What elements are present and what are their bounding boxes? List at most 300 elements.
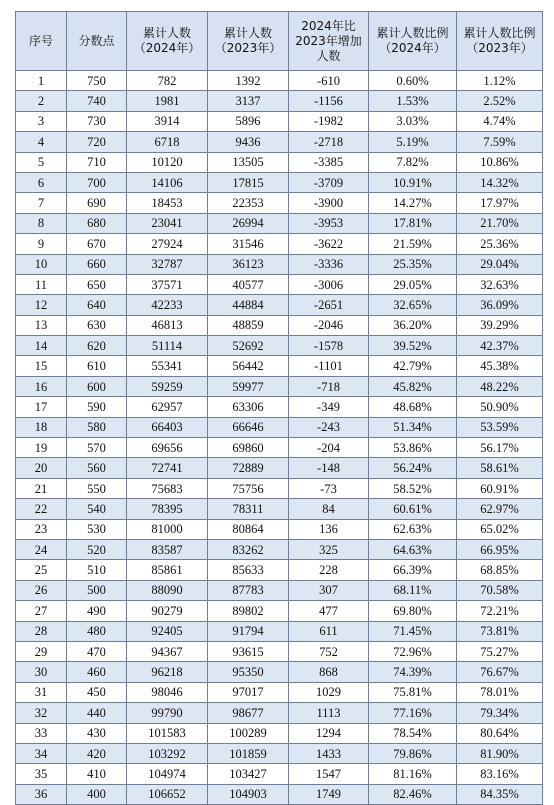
cell-score: 750 [67, 71, 127, 91]
table-row [16, 539, 543, 559]
cell-cum-2024: 72741 [127, 458, 208, 478]
cell-score: 590 [67, 397, 127, 417]
cell-ratio-2023: 62.97% [457, 499, 543, 519]
cell-ratio-2024: 72.96% [369, 641, 457, 661]
table-row [16, 560, 543, 580]
cell-ratio-2024: 53.86% [369, 438, 457, 458]
table-row [16, 336, 543, 356]
cell-cum-2023: 26994 [208, 213, 289, 233]
cell-index: 2 [16, 91, 67, 111]
table-row [16, 315, 543, 335]
cell-index: 1 [16, 71, 67, 91]
cell-diff: -3953 [289, 213, 369, 233]
cell-index: 7 [16, 193, 67, 213]
cell-score: 510 [67, 560, 127, 580]
cell-diff: -1578 [289, 336, 369, 356]
cell-diff: -148 [289, 458, 369, 478]
cell-cum-2024: 94367 [127, 641, 208, 661]
cell-index: 6 [16, 172, 67, 192]
table-row [16, 234, 543, 254]
cell-ratio-2024: 29.05% [369, 274, 457, 294]
cell-diff: -718 [289, 376, 369, 396]
score-table-container [15, 11, 542, 805]
cell-ratio-2023: 32.63% [457, 274, 543, 294]
cell-cum-2023: 83262 [208, 539, 289, 559]
cell-ratio-2024: 14.27% [369, 193, 457, 213]
cell-diff: -1982 [289, 111, 369, 131]
cell-index: 29 [16, 641, 67, 661]
cell-index: 27 [16, 601, 67, 621]
cell-cum-2024: 98046 [127, 682, 208, 702]
header-diff-line: 2024年比 [301, 18, 356, 33]
table-row [16, 621, 543, 641]
table-row [16, 193, 543, 213]
cell-ratio-2023: 83.16% [457, 764, 543, 784]
cell-ratio-2023: 60.91% [457, 478, 543, 498]
cell-cum-2023: 100289 [208, 723, 289, 743]
cell-diff: -1156 [289, 91, 369, 111]
cell-score: 430 [67, 723, 127, 743]
table-row [16, 254, 543, 274]
header-index [16, 12, 67, 71]
table-row [16, 519, 543, 539]
cell-cum-2023: 52692 [208, 336, 289, 356]
cell-score: 450 [67, 682, 127, 702]
cell-ratio-2024: 10.91% [369, 172, 457, 192]
cell-ratio-2023: 21.70% [457, 213, 543, 233]
cell-cum-2023: 5896 [208, 111, 289, 131]
cell-score: 710 [67, 152, 127, 172]
cell-cum-2024: 69656 [127, 438, 208, 458]
cell-cum-2024: 62957 [127, 397, 208, 417]
cell-cum-2023: 91794 [208, 621, 289, 641]
cell-ratio-2023: 42.37% [457, 336, 543, 356]
cell-cum-2023: 13505 [208, 152, 289, 172]
cell-ratio-2023: 70.58% [457, 580, 543, 600]
cell-diff: -3385 [289, 152, 369, 172]
cell-ratio-2023: 58.61% [457, 458, 543, 478]
cell-index: 21 [16, 478, 67, 498]
cell-diff: 1433 [289, 743, 369, 763]
cell-diff: -2046 [289, 315, 369, 335]
cell-ratio-2024: 68.11% [369, 580, 457, 600]
cell-ratio-2023: 84.35% [457, 784, 543, 804]
cell-cum-2024: 66403 [127, 417, 208, 437]
cell-ratio-2024: 82.46% [369, 784, 457, 804]
cell-ratio-2024: 36.20% [369, 315, 457, 335]
cell-ratio-2024: 51.34% [369, 417, 457, 437]
cell-cum-2023: 63306 [208, 397, 289, 417]
cell-ratio-2024: 64.63% [369, 539, 457, 559]
cell-cum-2024: 46813 [127, 315, 208, 335]
cell-diff: 1294 [289, 723, 369, 743]
cell-cum-2024: 90279 [127, 601, 208, 621]
cell-diff: 136 [289, 519, 369, 539]
cell-ratio-2024: 71.45% [369, 621, 457, 641]
cell-ratio-2023: 53.59% [457, 417, 543, 437]
cell-ratio-2023: 17.97% [457, 193, 543, 213]
cell-score: 530 [67, 519, 127, 539]
cell-index: 32 [16, 703, 67, 723]
cell-index: 31 [16, 682, 67, 702]
cell-cum-2024: 6718 [127, 132, 208, 152]
table-row [16, 601, 543, 621]
cell-cum-2023: 1392 [208, 71, 289, 91]
cell-diff: 228 [289, 560, 369, 580]
cell-score: 410 [67, 764, 127, 784]
cell-index: 22 [16, 499, 67, 519]
table-row [16, 71, 543, 91]
cell-ratio-2023: 72.21% [457, 601, 543, 621]
cell-score: 670 [67, 234, 127, 254]
cell-ratio-2024: 66.39% [369, 560, 457, 580]
cell-index: 33 [16, 723, 67, 743]
cell-index: 5 [16, 152, 67, 172]
cell-ratio-2024: 25.35% [369, 254, 457, 274]
header-cum-2023-line: 累计人数 [223, 26, 272, 40]
cell-index: 18 [16, 417, 67, 437]
cell-index: 16 [16, 376, 67, 396]
cell-cum-2023: 40577 [208, 274, 289, 294]
table-header-row [16, 12, 543, 71]
cell-ratio-2023: 56.17% [457, 438, 543, 458]
cell-diff: 752 [289, 641, 369, 661]
cell-index: 23 [16, 519, 67, 539]
cell-ratio-2023: 39.29% [457, 315, 543, 335]
table-row [16, 438, 543, 458]
cell-score: 500 [67, 580, 127, 600]
cell-score: 600 [67, 376, 127, 396]
header-ratio-2024 [369, 12, 457, 71]
cell-index: 14 [16, 336, 67, 356]
table-row [16, 295, 543, 315]
cell-score: 680 [67, 213, 127, 233]
cell-cum-2023: 59977 [208, 376, 289, 396]
cell-index: 19 [16, 438, 67, 458]
table-row [16, 641, 543, 661]
cell-diff: 307 [289, 580, 369, 600]
score-table [15, 11, 543, 805]
cell-score: 610 [67, 356, 127, 376]
cell-diff: -73 [289, 478, 369, 498]
cell-ratio-2024: 74.39% [369, 662, 457, 682]
cell-index: 36 [16, 784, 67, 804]
table-row [16, 111, 543, 131]
cell-cum-2024: 55341 [127, 356, 208, 376]
cell-score: 540 [67, 499, 127, 519]
cell-cum-2024: 51114 [127, 336, 208, 356]
cell-ratio-2024: 79.86% [369, 743, 457, 763]
table-row [16, 397, 543, 417]
cell-cum-2023: 66646 [208, 417, 289, 437]
cell-cum-2024: 96218 [127, 662, 208, 682]
cell-diff: -3900 [289, 193, 369, 213]
cell-ratio-2023: 75.27% [457, 641, 543, 661]
cell-ratio-2024: 45.82% [369, 376, 457, 396]
cell-diff: -1101 [289, 356, 369, 376]
cell-score: 650 [67, 274, 127, 294]
cell-index: 35 [16, 764, 67, 784]
table-row [16, 274, 543, 294]
cell-cum-2024: 42233 [127, 295, 208, 315]
cell-diff: 1547 [289, 764, 369, 784]
cell-ratio-2024: 3.03% [369, 111, 457, 131]
cell-cum-2023: 9436 [208, 132, 289, 152]
header-cum-2024-line: 累计人数 [142, 26, 191, 40]
cell-cum-2023: 85633 [208, 560, 289, 580]
cell-ratio-2024: 32.65% [369, 295, 457, 315]
cell-cum-2024: 92405 [127, 621, 208, 641]
cell-score: 420 [67, 743, 127, 763]
cell-ratio-2024: 5.19% [369, 132, 457, 152]
cell-cum-2023: 72889 [208, 458, 289, 478]
cell-score: 440 [67, 703, 127, 723]
cell-cum-2024: 103292 [127, 743, 208, 763]
table-row [16, 723, 543, 743]
table-row [16, 132, 543, 152]
cell-cum-2024: 32787 [127, 254, 208, 274]
cell-ratio-2024: 78.54% [369, 723, 457, 743]
header-ratio-2024-line: 累计人数比例 [376, 26, 449, 40]
cell-score: 620 [67, 336, 127, 356]
cell-ratio-2024: 75.81% [369, 682, 457, 702]
cell-diff: 1113 [289, 703, 369, 723]
cell-score: 470 [67, 641, 127, 661]
header-diff-line: 2023年增加 [295, 33, 362, 48]
header-cum-2023-line: （2023年） [214, 41, 282, 55]
header-score [67, 12, 127, 71]
cell-cum-2024: 59259 [127, 376, 208, 396]
cell-ratio-2023: 2.52% [457, 91, 543, 111]
header-score-line: 分数点 [78, 33, 115, 48]
cell-diff: -3709 [289, 172, 369, 192]
cell-diff: 84 [289, 499, 369, 519]
cell-ratio-2024: 21.59% [369, 234, 457, 254]
cell-diff: -3336 [289, 254, 369, 274]
cell-score: 400 [67, 784, 127, 804]
cell-ratio-2023: 66.95% [457, 539, 543, 559]
cell-score: 690 [67, 193, 127, 213]
table-row [16, 478, 543, 498]
cell-cum-2024: 83587 [127, 539, 208, 559]
cell-ratio-2023: 36.09% [457, 295, 543, 315]
cell-diff: -3006 [289, 274, 369, 294]
header-cum-2024 [127, 12, 208, 71]
cell-score: 560 [67, 458, 127, 478]
cell-cum-2024: 1981 [127, 91, 208, 111]
header-ratio-2023-line: （2023年） [466, 41, 533, 55]
cell-score: 640 [67, 295, 127, 315]
cell-cum-2024: 23041 [127, 213, 208, 233]
table-row [16, 458, 543, 478]
cell-diff: 868 [289, 662, 369, 682]
cell-cum-2024: 10120 [127, 152, 208, 172]
cell-diff: -349 [289, 397, 369, 417]
cell-ratio-2023: 25.36% [457, 234, 543, 254]
cell-cum-2023: 80864 [208, 519, 289, 539]
cell-index: 10 [16, 254, 67, 274]
cell-cum-2023: 89802 [208, 601, 289, 621]
table-row [16, 417, 543, 437]
cell-cum-2023: 36123 [208, 254, 289, 274]
cell-diff: 325 [289, 539, 369, 559]
cell-ratio-2023: 80.64% [457, 723, 543, 743]
cell-index: 4 [16, 132, 67, 152]
cell-score: 460 [67, 662, 127, 682]
cell-cum-2023: 93615 [208, 641, 289, 661]
cell-score: 580 [67, 417, 127, 437]
cell-ratio-2023: 81.90% [457, 743, 543, 763]
cell-ratio-2023: 79.34% [457, 703, 543, 723]
cell-diff: 1029 [289, 682, 369, 702]
header-diff-line: 人数 [316, 48, 341, 63]
cell-score: 570 [67, 438, 127, 458]
header-index-line: 序号 [28, 33, 53, 48]
cell-ratio-2024: 1.53% [369, 91, 457, 111]
cell-cum-2023: 103427 [208, 764, 289, 784]
cell-cum-2023: 31546 [208, 234, 289, 254]
cell-cum-2023: 22353 [208, 193, 289, 213]
cell-ratio-2023: 4.74% [457, 111, 543, 131]
cell-diff: 477 [289, 601, 369, 621]
header-cum-2024-line: （2024年） [133, 41, 201, 55]
cell-diff: -2718 [289, 132, 369, 152]
cell-diff: 1749 [289, 784, 369, 804]
cell-ratio-2023: 50.90% [457, 397, 543, 417]
table-row [16, 764, 543, 784]
cell-cum-2024: 78395 [127, 499, 208, 519]
cell-cum-2024: 104974 [127, 764, 208, 784]
cell-score: 700 [67, 172, 127, 192]
table-row [16, 172, 543, 192]
cell-cum-2023: 44884 [208, 295, 289, 315]
cell-index: 13 [16, 315, 67, 335]
cell-ratio-2023: 76.67% [457, 662, 543, 682]
cell-cum-2024: 782 [127, 71, 208, 91]
cell-cum-2024: 18453 [127, 193, 208, 213]
cell-ratio-2024: 77.16% [369, 703, 457, 723]
cell-diff: -3622 [289, 234, 369, 254]
cell-ratio-2023: 7.59% [457, 132, 543, 152]
cell-score: 490 [67, 601, 127, 621]
cell-index: 12 [16, 295, 67, 315]
cell-score: 740 [67, 91, 127, 111]
cell-cum-2023: 95350 [208, 662, 289, 682]
cell-score: 730 [67, 111, 127, 131]
cell-ratio-2024: 48.68% [369, 397, 457, 417]
cell-index: 20 [16, 458, 67, 478]
cell-ratio-2024: 0.60% [369, 71, 457, 91]
header-diff [289, 12, 369, 71]
cell-cum-2024: 106652 [127, 784, 208, 804]
table-row [16, 376, 543, 396]
cell-score: 550 [67, 478, 127, 498]
cell-ratio-2024: 17.81% [369, 213, 457, 233]
cell-ratio-2023: 14.32% [457, 172, 543, 192]
table-row [16, 743, 543, 763]
cell-cum-2023: 56442 [208, 356, 289, 376]
cell-index: 26 [16, 580, 67, 600]
cell-ratio-2024: 56.24% [369, 458, 457, 478]
cell-cum-2024: 14106 [127, 172, 208, 192]
cell-cum-2024: 81000 [127, 519, 208, 539]
cell-score: 520 [67, 539, 127, 559]
table-row [16, 213, 543, 233]
header-ratio-2023-line: 累计人数比例 [463, 26, 536, 40]
cell-cum-2024: 27924 [127, 234, 208, 254]
cell-cum-2024: 88090 [127, 580, 208, 600]
table-row [16, 580, 543, 600]
cell-cum-2023: 69860 [208, 438, 289, 458]
cell-score: 660 [67, 254, 127, 274]
cell-cum-2024: 101583 [127, 723, 208, 743]
cell-ratio-2023: 73.81% [457, 621, 543, 641]
table-row [16, 91, 543, 111]
cell-cum-2024: 85861 [127, 560, 208, 580]
cell-cum-2024: 3914 [127, 111, 208, 131]
cell-ratio-2023: 29.04% [457, 254, 543, 274]
cell-ratio-2024: 81.16% [369, 764, 457, 784]
cell-cum-2023: 17815 [208, 172, 289, 192]
cell-index: 9 [16, 234, 67, 254]
cell-index: 24 [16, 539, 67, 559]
cell-cum-2023: 87783 [208, 580, 289, 600]
cell-ratio-2023: 45.38% [457, 356, 543, 376]
cell-ratio-2023: 48.22% [457, 376, 543, 396]
cell-index: 8 [16, 213, 67, 233]
cell-ratio-2024: 39.52% [369, 336, 457, 356]
cell-cum-2023: 97017 [208, 682, 289, 702]
cell-index: 11 [16, 274, 67, 294]
table-row [16, 356, 543, 376]
cell-score: 720 [67, 132, 127, 152]
cell-diff: 611 [289, 621, 369, 641]
header-cum-2023 [208, 12, 289, 71]
cell-cum-2024: 75683 [127, 478, 208, 498]
cell-index: 25 [16, 560, 67, 580]
cell-ratio-2024: 62.63% [369, 519, 457, 539]
table-row [16, 682, 543, 702]
cell-score: 480 [67, 621, 127, 641]
cell-ratio-2023: 78.01% [457, 682, 543, 702]
cell-ratio-2023: 1.12% [457, 71, 543, 91]
cell-cum-2023: 78311 [208, 499, 289, 519]
cell-index: 3 [16, 111, 67, 131]
table-row [16, 662, 543, 682]
cell-index: 17 [16, 397, 67, 417]
cell-index: 30 [16, 662, 67, 682]
cell-ratio-2024: 42.79% [369, 356, 457, 376]
cell-cum-2023: 75756 [208, 478, 289, 498]
table-row [16, 784, 543, 804]
cell-cum-2024: 99790 [127, 703, 208, 723]
table-row [16, 499, 543, 519]
cell-cum-2023: 3137 [208, 91, 289, 111]
cell-score: 630 [67, 315, 127, 335]
header-ratio-2023 [457, 12, 543, 71]
table-body [16, 71, 543, 805]
cell-cum-2023: 101859 [208, 743, 289, 763]
cell-diff: -243 [289, 417, 369, 437]
cell-diff: -610 [289, 71, 369, 91]
cell-diff: -204 [289, 438, 369, 458]
cell-index: 28 [16, 621, 67, 641]
cell-ratio-2023: 65.02% [457, 519, 543, 539]
cell-ratio-2024: 7.82% [369, 152, 457, 172]
cell-index: 15 [16, 356, 67, 376]
cell-ratio-2024: 60.61% [369, 499, 457, 519]
cell-cum-2023: 48859 [208, 315, 289, 335]
